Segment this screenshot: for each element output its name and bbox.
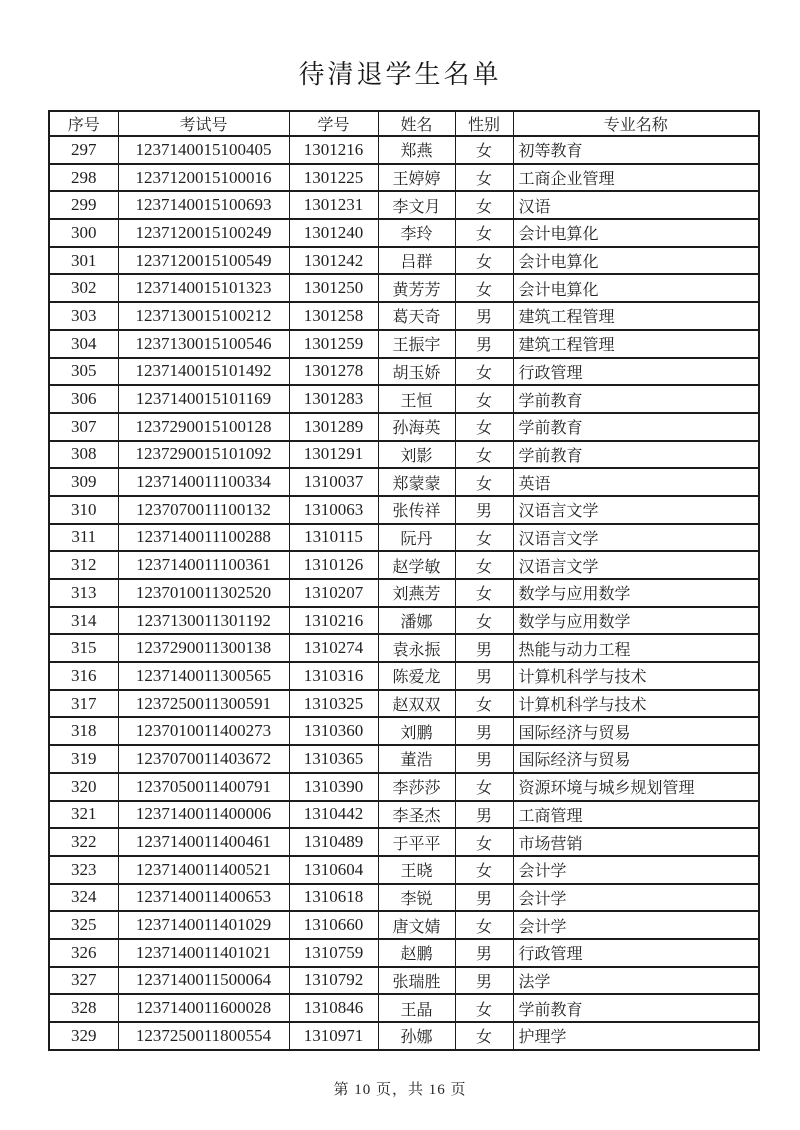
cell-gender: 男 <box>455 884 513 912</box>
cell-name: 刘影 <box>378 441 455 469</box>
cell-gender: 女 <box>455 274 513 302</box>
cell-exam-number: 1237120015100549 <box>118 247 289 275</box>
cell-gender: 男 <box>455 662 513 690</box>
table-row <box>49 413 759 441</box>
cell-student-number: 1310207 <box>289 579 378 607</box>
cell-gender: 男 <box>455 717 513 745</box>
cell-name: 袁永振 <box>378 634 455 662</box>
table-row <box>49 717 759 745</box>
cell-gender: 男 <box>455 967 513 995</box>
cell-name: 李文月 <box>378 191 455 219</box>
cell-name: 阮丹 <box>378 524 455 552</box>
cell-gender: 女 <box>455 773 513 801</box>
cell-name: 李玲 <box>378 219 455 247</box>
cell-gender: 女 <box>455 1022 513 1050</box>
cell-major: 汉语言文学 <box>513 551 759 579</box>
cell-name: 张传祥 <box>378 496 455 524</box>
cell-major: 计算机科学与技术 <box>513 690 759 718</box>
cell-major: 英语 <box>513 468 759 496</box>
cell-major: 市场营销 <box>513 828 759 856</box>
cell-student-number: 1301259 <box>289 330 378 358</box>
cell-major: 护理学 <box>513 1022 759 1050</box>
cell-name: 郑蒙蒙 <box>378 468 455 496</box>
cell-index: 302 <box>49 274 118 302</box>
cell-name: 王恒 <box>378 385 455 413</box>
table-row <box>49 524 759 552</box>
table-row <box>49 939 759 967</box>
cell-major: 工商企业管理 <box>513 164 759 192</box>
cell-exam-number: 1237070011100132 <box>118 496 289 524</box>
table-row <box>49 607 759 635</box>
cell-index: 314 <box>49 607 118 635</box>
cell-exam-number: 1237140011100288 <box>118 524 289 552</box>
cell-exam-number: 1237290011300138 <box>118 634 289 662</box>
cell-name: 李圣杰 <box>378 801 455 829</box>
cell-student-number: 1310489 <box>289 828 378 856</box>
cell-student-number: 1301278 <box>289 358 378 386</box>
cell-student-number: 1310316 <box>289 662 378 690</box>
cell-index: 299 <box>49 191 118 219</box>
cell-gender: 女 <box>455 690 513 718</box>
cell-major: 学前教育 <box>513 441 759 469</box>
cell-gender: 男 <box>455 302 513 330</box>
cell-exam-number: 1237140011400006 <box>118 801 289 829</box>
cell-student-number: 1301283 <box>289 385 378 413</box>
cell-major: 学前教育 <box>513 413 759 441</box>
cell-index: 320 <box>49 773 118 801</box>
cell-student-number: 1310063 <box>289 496 378 524</box>
column-header-name: 姓名 <box>378 111 455 136</box>
cell-major: 会计学 <box>513 911 759 939</box>
cell-name: 王晓 <box>378 856 455 884</box>
cell-exam-number: 1237140011401021 <box>118 939 289 967</box>
cell-exam-number: 1237140015101492 <box>118 358 289 386</box>
cell-index: 326 <box>49 939 118 967</box>
cell-name: 王晶 <box>378 994 455 1022</box>
cell-index: 297 <box>49 136 118 164</box>
cell-index: 316 <box>49 662 118 690</box>
column-header-exam-number: 考试号 <box>118 111 289 136</box>
table-header-row <box>49 111 759 136</box>
cell-major: 会计学 <box>513 884 759 912</box>
cell-major: 建筑工程管理 <box>513 330 759 358</box>
table-row <box>49 634 759 662</box>
cell-student-number: 1310759 <box>289 939 378 967</box>
cell-major: 学前教育 <box>513 385 759 413</box>
cell-student-number: 1310126 <box>289 551 378 579</box>
cell-exam-number: 1237130015100546 <box>118 330 289 358</box>
cell-student-number: 1310971 <box>289 1022 378 1050</box>
cell-name: 董浩 <box>378 745 455 773</box>
cell-name: 刘鹏 <box>378 717 455 745</box>
cell-gender: 男 <box>455 801 513 829</box>
cell-exam-number: 1237140011401029 <box>118 911 289 939</box>
cell-exam-number: 1237140011600028 <box>118 994 289 1022</box>
cell-student-number: 1301240 <box>289 219 378 247</box>
cell-name: 赵学敏 <box>378 551 455 579</box>
table-body <box>49 136 759 1050</box>
table-row <box>49 828 759 856</box>
cell-index: 318 <box>49 717 118 745</box>
cell-student-number: 1310037 <box>289 468 378 496</box>
cell-index: 304 <box>49 330 118 358</box>
cell-gender: 女 <box>455 191 513 219</box>
cell-name: 李锐 <box>378 884 455 912</box>
cell-name: 孙海英 <box>378 413 455 441</box>
cell-name: 郑燕 <box>378 136 455 164</box>
cell-index: 323 <box>49 856 118 884</box>
cell-gender: 女 <box>455 219 513 247</box>
cell-major: 国际经济与贸易 <box>513 745 759 773</box>
cell-index: 301 <box>49 247 118 275</box>
cell-student-number: 1310604 <box>289 856 378 884</box>
cell-major: 数学与应用数学 <box>513 607 759 635</box>
cell-index: 322 <box>49 828 118 856</box>
table-row <box>49 247 759 275</box>
cell-gender: 女 <box>455 828 513 856</box>
cell-student-number: 1301291 <box>289 441 378 469</box>
cell-exam-number: 1237140011500064 <box>118 967 289 995</box>
cell-exam-number: 1237130015100212 <box>118 302 289 330</box>
cell-student-number: 1301216 <box>289 136 378 164</box>
cell-exam-number: 1237290015100128 <box>118 413 289 441</box>
cell-gender: 女 <box>455 994 513 1022</box>
cell-exam-number: 1237140011100334 <box>118 468 289 496</box>
table-row <box>49 136 759 164</box>
cell-student-number: 1310660 <box>289 911 378 939</box>
cell-gender: 男 <box>455 496 513 524</box>
cell-index: 308 <box>49 441 118 469</box>
table-row <box>49 274 759 302</box>
cell-major: 学前教育 <box>513 994 759 1022</box>
cell-index: 321 <box>49 801 118 829</box>
cell-index: 309 <box>49 468 118 496</box>
table-row <box>49 745 759 773</box>
cell-exam-number: 1237120015100016 <box>118 164 289 192</box>
cell-index: 311 <box>49 524 118 552</box>
cell-student-number: 1310274 <box>289 634 378 662</box>
cell-index: 324 <box>49 884 118 912</box>
cell-gender: 男 <box>455 745 513 773</box>
cell-gender: 女 <box>455 468 513 496</box>
table-row <box>49 911 759 939</box>
cell-student-number: 1310846 <box>289 994 378 1022</box>
cell-student-number: 1301231 <box>289 191 378 219</box>
cell-name: 赵双双 <box>378 690 455 718</box>
cell-major: 国际经济与贸易 <box>513 717 759 745</box>
cell-name: 陈爱龙 <box>378 662 455 690</box>
table-row <box>49 441 759 469</box>
cell-exam-number: 1237250011300591 <box>118 690 289 718</box>
page-title: 待清退学生名单 <box>298 60 502 89</box>
cell-exam-number: 1237140011400461 <box>118 828 289 856</box>
cell-major: 会计电算化 <box>513 219 759 247</box>
cell-gender: 女 <box>455 385 513 413</box>
cell-name: 葛天奇 <box>378 302 455 330</box>
column-header-gender: 性别 <box>455 111 513 136</box>
cell-exam-number: 1237140015100405 <box>118 136 289 164</box>
cell-gender: 女 <box>455 911 513 939</box>
cell-exam-number: 1237120015100249 <box>118 219 289 247</box>
cell-gender: 女 <box>455 358 513 386</box>
table-row <box>49 330 759 358</box>
cell-exam-number: 1237290015101092 <box>118 441 289 469</box>
cell-index: 317 <box>49 690 118 718</box>
cell-gender: 男 <box>455 634 513 662</box>
cell-index: 319 <box>49 745 118 773</box>
cell-name: 胡玉娇 <box>378 358 455 386</box>
cell-gender: 男 <box>455 939 513 967</box>
cell-student-number: 1301289 <box>289 413 378 441</box>
cell-index: 307 <box>49 413 118 441</box>
cell-gender: 女 <box>455 524 513 552</box>
cell-major: 会计电算化 <box>513 247 759 275</box>
cell-student-number: 1310115 <box>289 524 378 552</box>
cell-student-number: 1310792 <box>289 967 378 995</box>
cell-index: 327 <box>49 967 118 995</box>
cell-gender: 女 <box>455 856 513 884</box>
table-row <box>49 884 759 912</box>
cell-gender: 男 <box>455 330 513 358</box>
cell-major: 会计电算化 <box>513 274 759 302</box>
cell-name: 赵鹏 <box>378 939 455 967</box>
cell-gender: 女 <box>455 136 513 164</box>
column-header-major: 专业名称 <box>513 111 759 136</box>
cell-index: 298 <box>49 164 118 192</box>
column-header-index: 序号 <box>49 111 118 136</box>
table-row <box>49 662 759 690</box>
cell-name: 王婷婷 <box>378 164 455 192</box>
cell-index: 325 <box>49 911 118 939</box>
cell-name: 于平平 <box>378 828 455 856</box>
cell-index: 328 <box>49 994 118 1022</box>
cell-gender: 女 <box>455 413 513 441</box>
table-row <box>49 967 759 995</box>
cell-major: 会计学 <box>513 856 759 884</box>
table-row <box>49 1022 759 1050</box>
cell-index: 306 <box>49 385 118 413</box>
cell-exam-number: 1237140011100361 <box>118 551 289 579</box>
table-row <box>49 302 759 330</box>
cell-gender: 女 <box>455 551 513 579</box>
cell-name: 潘娜 <box>378 607 455 635</box>
column-header-student-number: 学号 <box>289 111 378 136</box>
cell-student-number: 1310360 <box>289 717 378 745</box>
table-row <box>49 385 759 413</box>
table-row <box>49 801 759 829</box>
cell-index: 312 <box>49 551 118 579</box>
cell-name: 黄芳芳 <box>378 274 455 302</box>
table-row <box>49 551 759 579</box>
cell-name: 李莎莎 <box>378 773 455 801</box>
cell-major: 汉语 <box>513 191 759 219</box>
cell-exam-number: 1237140015101169 <box>118 385 289 413</box>
cell-exam-number: 1237140011300565 <box>118 662 289 690</box>
table-row <box>49 191 759 219</box>
cell-student-number: 1310216 <box>289 607 378 635</box>
cell-student-number: 1310365 <box>289 745 378 773</box>
table-row <box>49 358 759 386</box>
cell-major: 初等教育 <box>513 136 759 164</box>
cell-gender: 女 <box>455 164 513 192</box>
cell-student-number: 1301250 <box>289 274 378 302</box>
cell-gender: 女 <box>455 247 513 275</box>
table-row <box>49 773 759 801</box>
cell-major: 工商管理 <box>513 801 759 829</box>
cell-major: 法学 <box>513 967 759 995</box>
cell-gender: 女 <box>455 607 513 635</box>
table-row <box>49 690 759 718</box>
cell-student-number: 1310618 <box>289 884 378 912</box>
cell-student-number: 1301225 <box>289 164 378 192</box>
cell-major: 热能与动力工程 <box>513 634 759 662</box>
table-header <box>49 111 759 136</box>
cell-exam-number: 1237140011400653 <box>118 884 289 912</box>
cell-exam-number: 1237010011302520 <box>118 579 289 607</box>
cell-student-number: 1301258 <box>289 302 378 330</box>
cell-gender: 女 <box>455 579 513 607</box>
cell-index: 313 <box>49 579 118 607</box>
cell-index: 303 <box>49 302 118 330</box>
cell-name: 孙娜 <box>378 1022 455 1050</box>
table-row <box>49 856 759 884</box>
table-row <box>49 496 759 524</box>
cell-major: 汉语言文学 <box>513 496 759 524</box>
cell-exam-number: 1237140015101323 <box>118 274 289 302</box>
cell-student-number: 1301242 <box>289 247 378 275</box>
cell-student-number: 1310442 <box>289 801 378 829</box>
cell-gender: 女 <box>455 441 513 469</box>
cell-exam-number: 1237070011403672 <box>118 745 289 773</box>
cell-name: 王振宇 <box>378 330 455 358</box>
cell-major: 汉语言文学 <box>513 524 759 552</box>
cell-major: 资源环境与城乡规划管理 <box>513 773 759 801</box>
cell-major: 行政管理 <box>513 358 759 386</box>
cell-index: 315 <box>49 634 118 662</box>
cell-index: 310 <box>49 496 118 524</box>
table-row <box>49 468 759 496</box>
cell-index: 300 <box>49 219 118 247</box>
cell-student-number: 1310390 <box>289 773 378 801</box>
cell-index: 329 <box>49 1022 118 1050</box>
cell-major: 建筑工程管理 <box>513 302 759 330</box>
cell-exam-number: 1237140011400521 <box>118 856 289 884</box>
cell-exam-number: 1237010011400273 <box>118 717 289 745</box>
table-row <box>49 579 759 607</box>
cell-name: 吕群 <box>378 247 455 275</box>
cell-exam-number: 1237250011800554 <box>118 1022 289 1050</box>
table-row <box>49 994 759 1022</box>
page-number-footer: 第 10 页，共 16 页 <box>333 1082 467 1098</box>
cell-exam-number: 1237140015100693 <box>118 191 289 219</box>
cell-index: 305 <box>49 358 118 386</box>
cell-major: 行政管理 <box>513 939 759 967</box>
cell-student-number: 1310325 <box>289 690 378 718</box>
cell-name: 唐文婧 <box>378 911 455 939</box>
cell-exam-number: 1237050011400791 <box>118 773 289 801</box>
cell-major: 计算机科学与技术 <box>513 662 759 690</box>
table-row <box>49 219 759 247</box>
student-table <box>48 110 760 1051</box>
table-row <box>49 164 759 192</box>
cell-name: 刘燕芳 <box>378 579 455 607</box>
cell-name: 张瑞胜 <box>378 967 455 995</box>
cell-exam-number: 1237130011301192 <box>118 607 289 635</box>
cell-major: 数学与应用数学 <box>513 579 759 607</box>
